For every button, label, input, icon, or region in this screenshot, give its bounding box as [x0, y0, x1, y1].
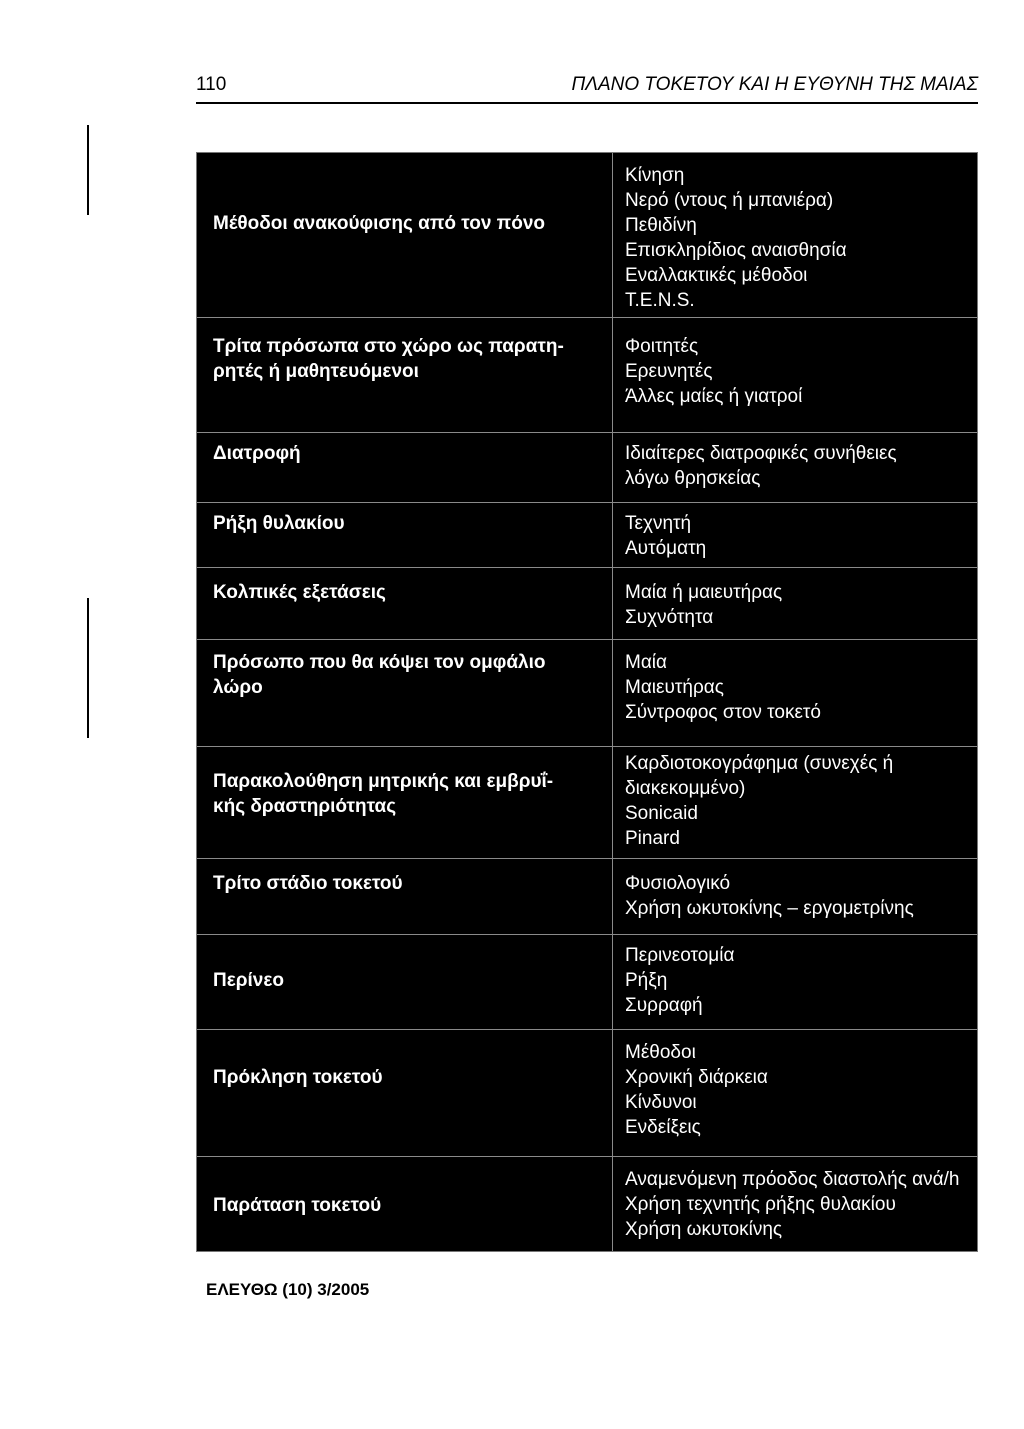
table-row: [197, 153, 977, 318]
row-options: Φοιτητές Ερευνητές Άλλες μαίες ή γιατροί: [625, 336, 803, 407]
table-row: [197, 503, 977, 568]
page-number: 110: [196, 74, 227, 95]
row-topic: Κολπικές εξετάσεις: [213, 582, 386, 603]
row-topic: Παρακολούθηση μητρικής και εμβρυΐ- κής δραστηριότητας: [213, 771, 554, 817]
row-topic: Παράταση τοκετού: [213, 1195, 382, 1216]
table-row: [197, 935, 977, 1030]
row-options: Κίνηση Νερό (ντους ή μπανιέρα) Πεθιδίνη Επισκληρίδιος αναισθησία Εναλλακτικές μέθοδοι T.E.N.S.: [625, 165, 847, 311]
running-title: ΠΛΑΝΟ ΤΟΚΕΤΟΥ ΚΑΙ Η ΕΥΘΥΝΗ ΤΗΣ ΜΑΙΑΣ: [571, 74, 978, 95]
table-row: [197, 318, 977, 433]
row-topic: Πρόκληση τοκετού: [213, 1067, 383, 1088]
table-row: [197, 433, 977, 503]
row-topic: Τρίτο στάδιο τοκετού: [213, 873, 403, 894]
row-options: Αναμενόμενη πρόοδος διαστολής ανά/h Χρήση τεχνητής ρήξης θυλακίου Χρήση ωκυτοκίνης: [625, 1169, 960, 1240]
row-options: Τεχνητή Αυτόματη: [625, 513, 707, 559]
row-options: Καρδιοτοκογράφημα (συνεχές ή διακεκομμένο) Sonicaid Pinard: [625, 753, 894, 849]
table-row: [197, 1157, 977, 1253]
table-row: [197, 568, 977, 640]
row-options: Ιδιαίτερες διατροφικές συνήθειες λόγω θρησκείας: [625, 443, 897, 489]
birth-plan-table: [196, 152, 978, 1252]
row-options: Φυσιολογικό Χρήση ωκυτοκίνης – εργομετρίνης: [625, 873, 914, 919]
row-options: Μαία ή μαιευτήρας Συχνότητα: [625, 582, 783, 628]
table-row: [197, 1030, 977, 1157]
row-topic: Διατροφή: [213, 443, 301, 464]
table-row: [197, 747, 977, 859]
row-topic: Μέθοδοι ανακούφισης από τον πόνο: [213, 213, 545, 234]
page-header: [196, 72, 978, 104]
row-topic: Ρήξη θυλακίου: [213, 513, 345, 534]
row-options: Μέθοδοι Χρονική διάρκεια Κίνδυνοι Ενδείξεις: [625, 1042, 768, 1138]
row-options: Περινεοτομία Ρήξη Συρραφή: [625, 945, 735, 1016]
table-row: [197, 859, 977, 935]
row-topic: Τρίτα πρόσωπα στο χώρο ως παρατη- ρητές ή μαθητευόμενοι: [213, 336, 564, 382]
row-topic: Πρόσωπο που θα κόψει τον ομφάλιο λώρο: [213, 652, 546, 698]
margin-bar-top: [87, 125, 89, 215]
row-options: Μαία Μαιευτήρας Σύντροφος στον τοκετό: [625, 652, 821, 723]
row-topic: Περίνεο: [213, 970, 284, 991]
margin-bar-middle: [87, 598, 89, 738]
journal-footer: ΕΛΕΥΘΩ (10) 3/2005: [206, 1280, 370, 1299]
table-row: [197, 640, 977, 747]
